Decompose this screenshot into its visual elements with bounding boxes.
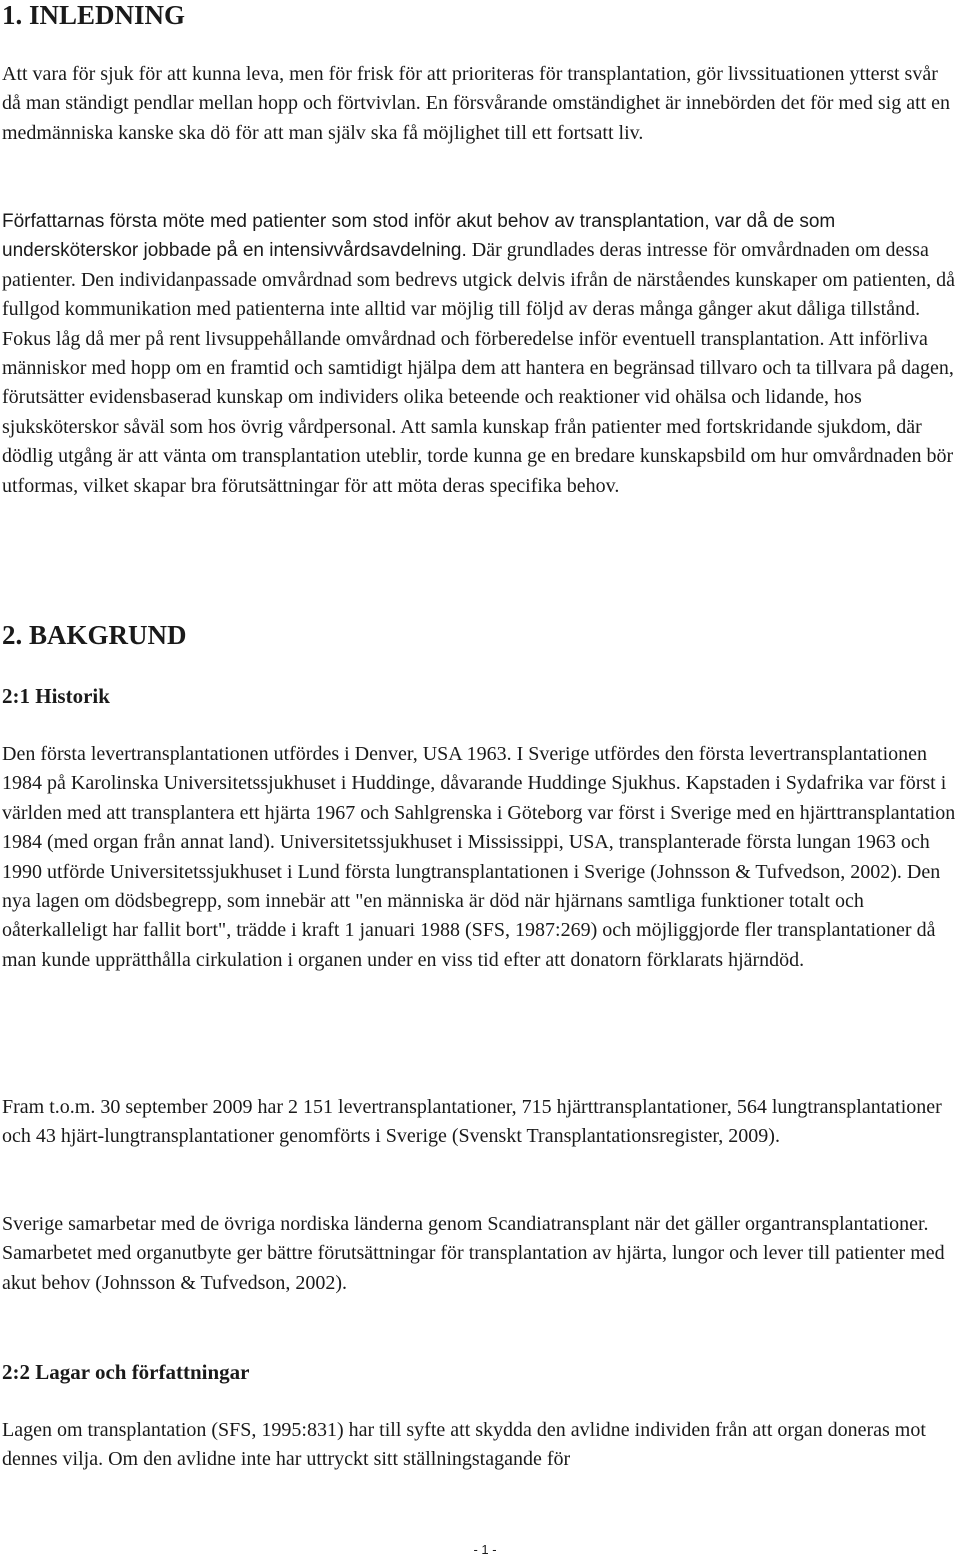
paragraph-authors-part3: Den individanpassade omvårdnad som bedrevs utgick delvis ifrån de närståendes kunskaper om patienten, då fullgod kommunikation med patienterna inte alltid var möjlig till följd av deras många gånger akut dåliga tillstånd. bbox=[2, 268, 956, 321]
paragraph-authors-part1: Författarnas första möte med patienter som stod inför akut behov av transplantation, var då de som undersköterskor jobbade på en intensivvårdsavdelning. bbox=[2, 211, 836, 262]
section-heading-bakgrund: 2. BAKGRUND bbox=[2, 620, 187, 650]
paragraph-authors-part4: Fokus låg då mer på rent livsuppehållande omvårdnad och förberedelse inför eventuell transplantation. bbox=[2, 327, 825, 350]
paragraph-scandiatransplant: Sverige samarbetar med de övriga nordiska länderna genom Scandiatransplant när det gäller organtransplantationer. Samarbetet med organutbyte ger bättre förutsättningar för transplantation av hjärta, lungor och lever till patienter med akut behov (Johnsson & Tufvedson, 2002). bbox=[2, 1213, 945, 1294]
subsection-heading-historik: 2:1 Historik bbox=[2, 684, 110, 708]
paragraph-authors bbox=[2, 207, 956, 501]
page-number: - 1 - bbox=[473, 1542, 497, 1557]
paragraph-authors-part5: Att införliva människor med hopp om en framtid och samtidigt hjälpa dem att hantera en begränsad tillvaro och ta tillvara på dagen, förutsätter evidensbaserad kunskap om individers olika beteende och reaktioner vid ohälsa och lidande, hos sjuksköterskor såväl som hos övrig vårdpersonal. Att samla kunskap från patienter med fortskridande sjukdom, där dödlig utgång är att vänta om transplantation uteblir, torde kunna ge en bredare kunskapsbild om hur omvårdnaden bör utformas, vilket skapar bra förutsättningar för att möta deras specifika behov. bbox=[2, 327, 954, 497]
paragraph-authors-part2: Där grundlades deras intresse för omvårdnaden om dessa patienter. bbox=[2, 239, 929, 291]
paragraph-intro-part2: En försvårande omständighet är innebörden det för med sig att en medmänniska kanske ska dö för att man själv ska få möjlighet till ett fortsatt liv. bbox=[2, 92, 951, 144]
paragraph-intro-part1: Att vara för sjuk för att kunna leva, men för frisk för att prioriteras för transplantation, gör livssituationen ytterst svår då man ständigt pendlar mellan hopp och förtvivlan. bbox=[2, 63, 938, 115]
section-heading-inledning: 1. INLEDNING bbox=[2, 0, 186, 30]
subsection-heading-lagar: 2:2 Lagar och författningar bbox=[2, 1360, 250, 1384]
paragraph-historik: Den första levertransplantationen utfördes i Denver, USA 1963. I Sverige utfördes den första levertransplantationen 1984 på Karolinska Universitetssjukhuset i Huddinge, dåvarande Huddinge Sjukhus. Kapstaden i Sydafrika var först i världen med att transplantera ett hjärta 1967 och Sahlgrenska i Göteborg var först i Sverige med en hjärttransplantation 1984 (med organ från annat land). Universitetssjukhuset i Mississippi, USA, transplanterade första lungan 1963 och 1990 utförde Universitetssjukhuset i Lund första lungtransplantationen i Sverige (Johnsson & Tufvedson, 2002). Den nya lagen om dödsbegrepp, som innebär att "en människa är död när hjärnans samtliga funktioner totalt och oåterkalleligt har fallit bort", trädde i kraft 1 januari 1988 (SFS, 1987:269) och möjliggjorde fler transplantationer då man kunde upprätthålla cirkulation i organen under en viss tid efter att donatorn förklarats hjärndöd. bbox=[2, 743, 956, 971]
paragraph-intro bbox=[2, 60, 956, 148]
paragraph-lagar: Lagen om transplantation (SFS, 1995:831) har till syfte att skydda den avlidne individen från att organ doneras mot dennes vilja. Om den avlidne inte har uttryckt sitt ställningstagande för bbox=[2, 1419, 926, 1471]
paragraph-statistics: Fram t.o.m. 30 september 2009 har 2 151 levertransplantationer, 715 hjärttransplantationer, 564 lungtransplantationer och 43 hjärt-lungtransplantationer genomförts i Sverige (Svenskt Transplantationsregister, 2009). bbox=[2, 1096, 942, 1148]
